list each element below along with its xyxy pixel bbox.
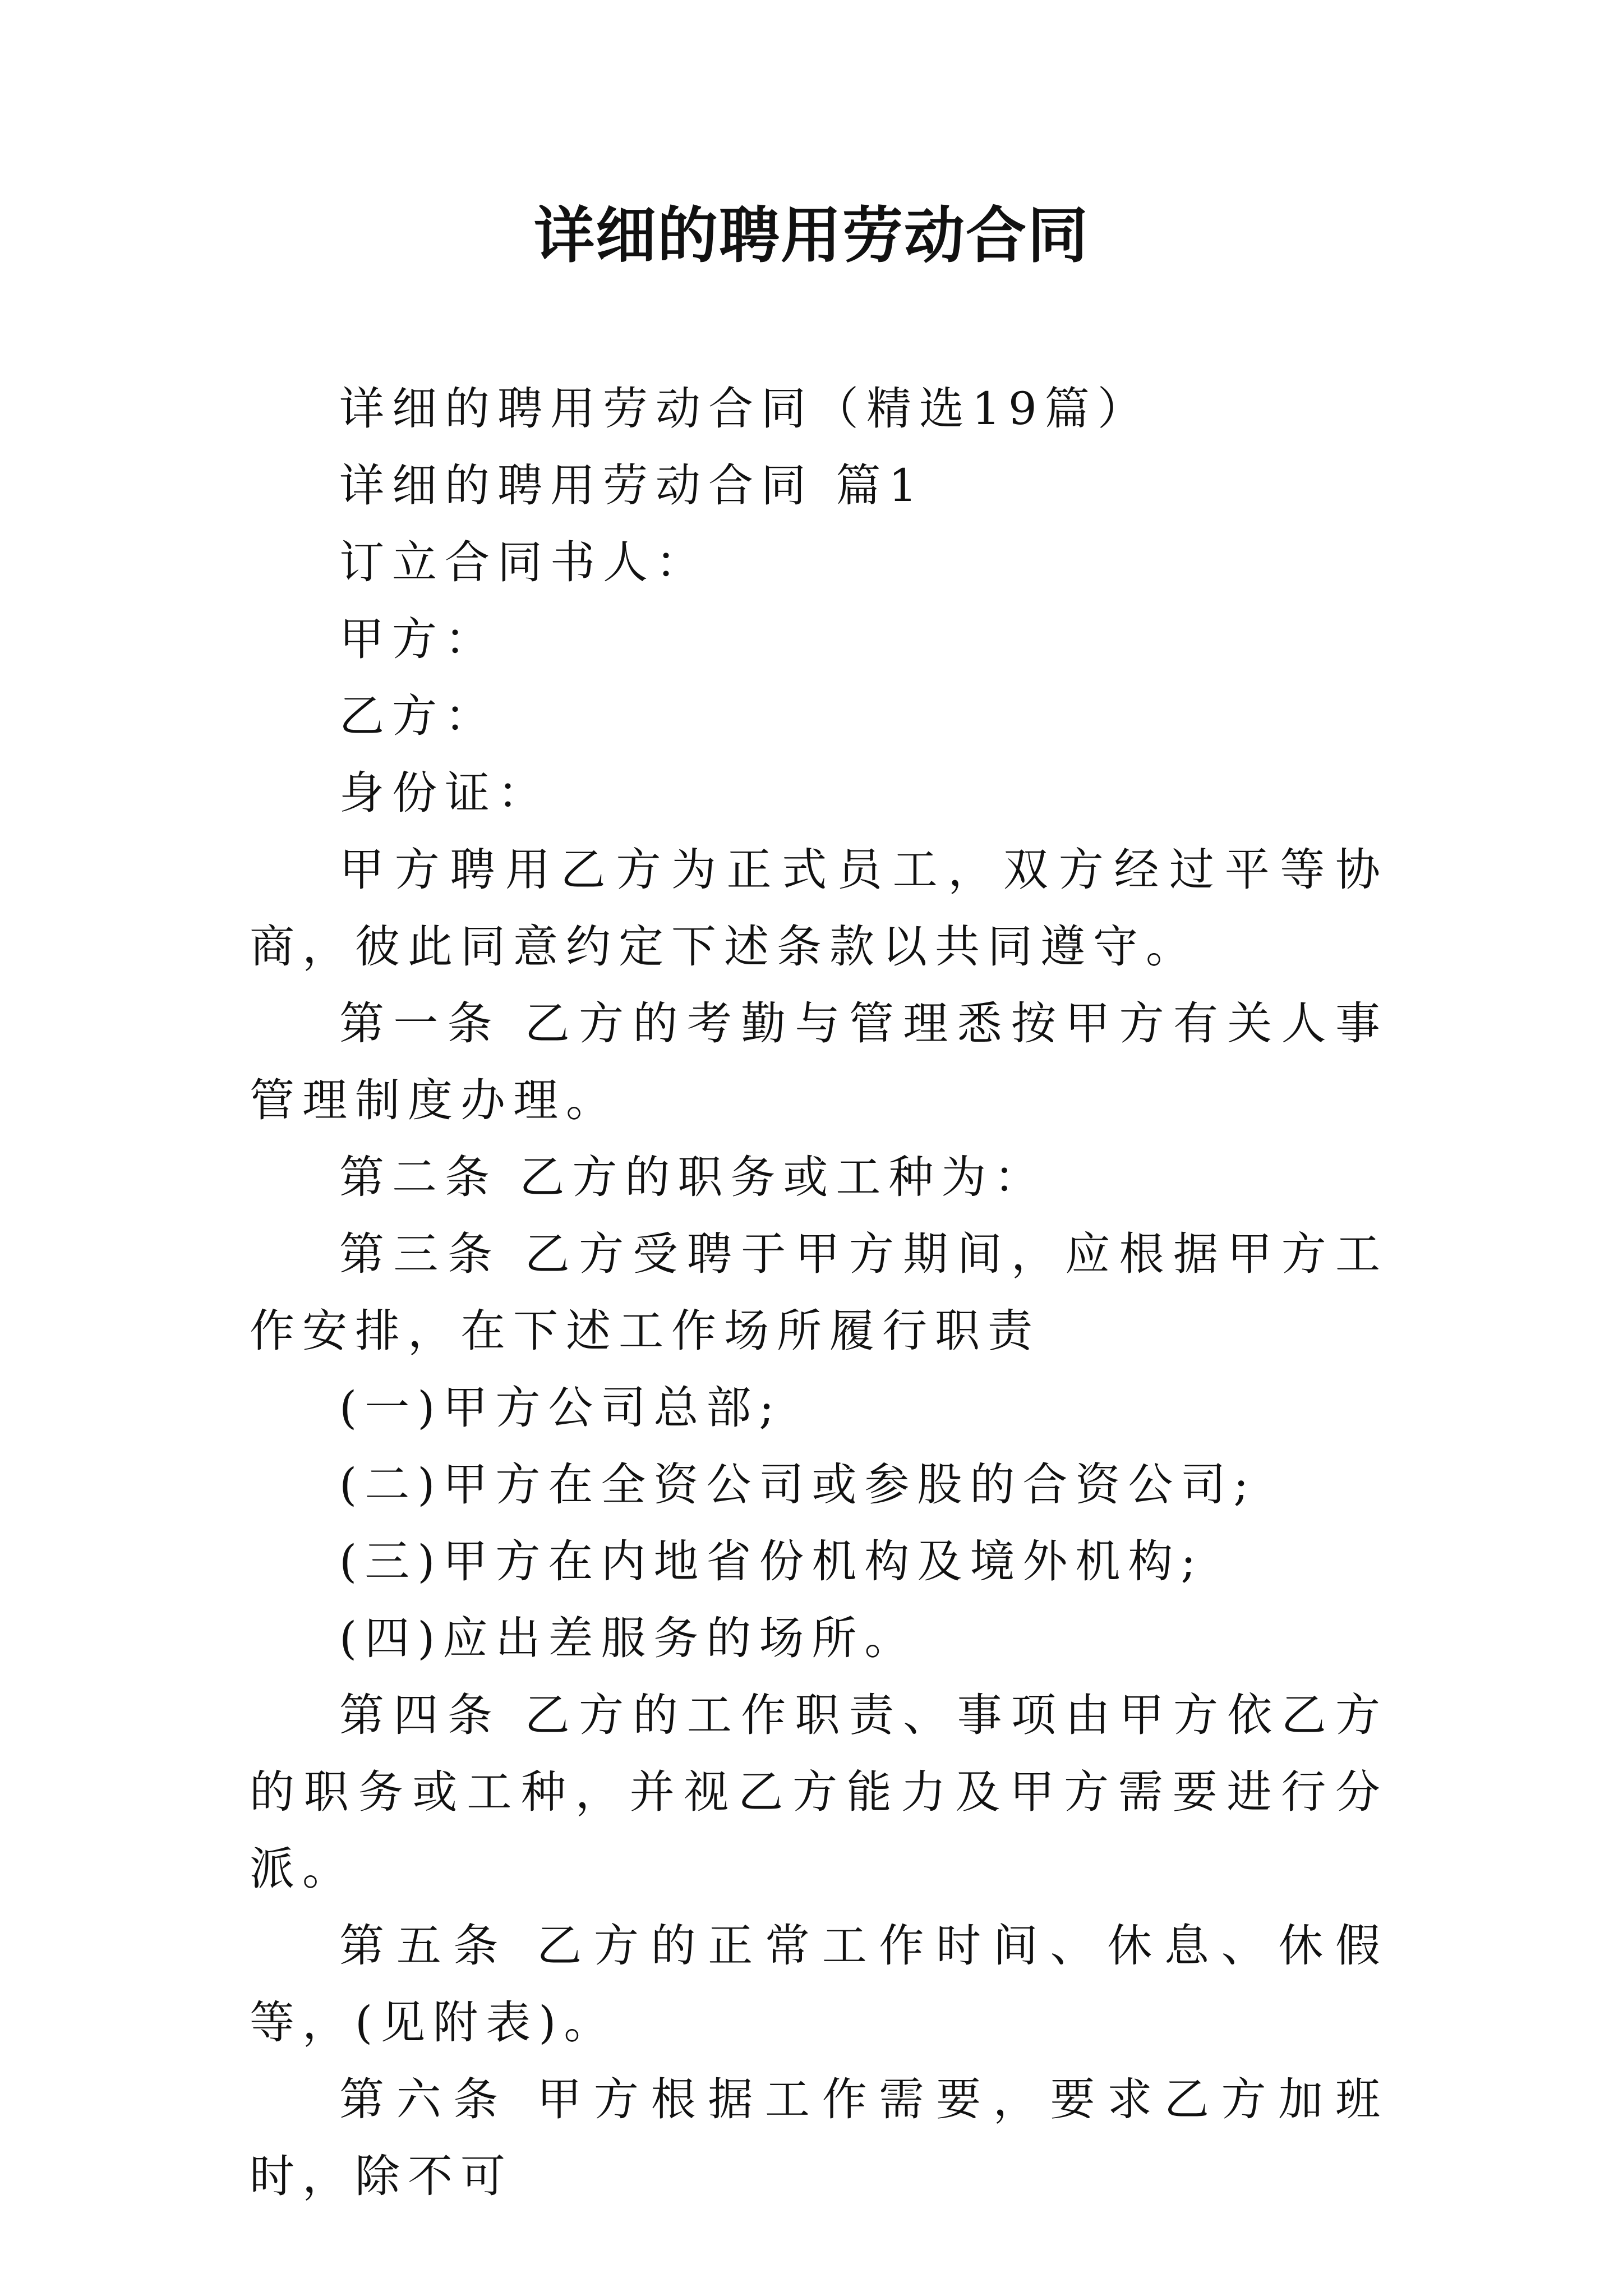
document-title: 详细的聘用劳动合同 <box>533 200 1089 271</box>
paragraph-signatories: 订立合同书人： <box>339 536 708 588</box>
paragraph-item-3: (三)甲方在内地省份机构及境外机构; <box>339 1535 1204 1588</box>
paragraph-article-3: 第三条 乙方受聘于甲方期间，应根据甲方工作安排，在下述工作场所履行职责 <box>250 1228 1388 1357</box>
paragraph-article-6: 第六条 甲方根据工作需要，要求乙方加班时，除不可 <box>250 2073 1388 2202</box>
paragraph-id-card: 身份证： <box>339 767 550 819</box>
paragraph-part-heading: 详细的聘用劳动合同 篇1 <box>339 459 925 512</box>
paragraph-collection-title: 详细的聘用劳动合同（精选19篇） <box>339 383 1150 435</box>
paragraph-article-2: 第二条 乙方的职务或工种为： <box>339 1151 1047 1203</box>
paragraph-item-4: (四)应出差服务的场所。 <box>339 1612 917 1664</box>
paragraph-party-b: 乙方： <box>339 690 497 742</box>
paragraph-party-a: 甲方： <box>339 613 497 665</box>
paragraph-item-2: (二)甲方在全资公司或参股的合资公司; <box>339 1458 1257 1511</box>
paragraph-agreement-intro: 甲方聘用乙方为正式员工，双方经过平等协商，彼此同意约定下述条款以共同遵守。 <box>250 844 1388 973</box>
document-body <box>250 370 1388 2215</box>
paragraph-article-1: 第一条 乙方的考勤与管理悉按甲方有关人事管理制度办理。 <box>250 997 1388 1126</box>
paragraph-article-4: 第四条 乙方的工作职责、事项由甲方依乙方的职务或工种，并视乙方能力及甲方需要进行分派。 <box>250 1689 1388 1895</box>
paragraph-article-5: 第五条 乙方的正常工作时间、休息、休假等，(见附表)。 <box>250 1920 1388 2049</box>
paragraph-item-1: (一)甲方公司总部; <box>339 1382 782 1434</box>
